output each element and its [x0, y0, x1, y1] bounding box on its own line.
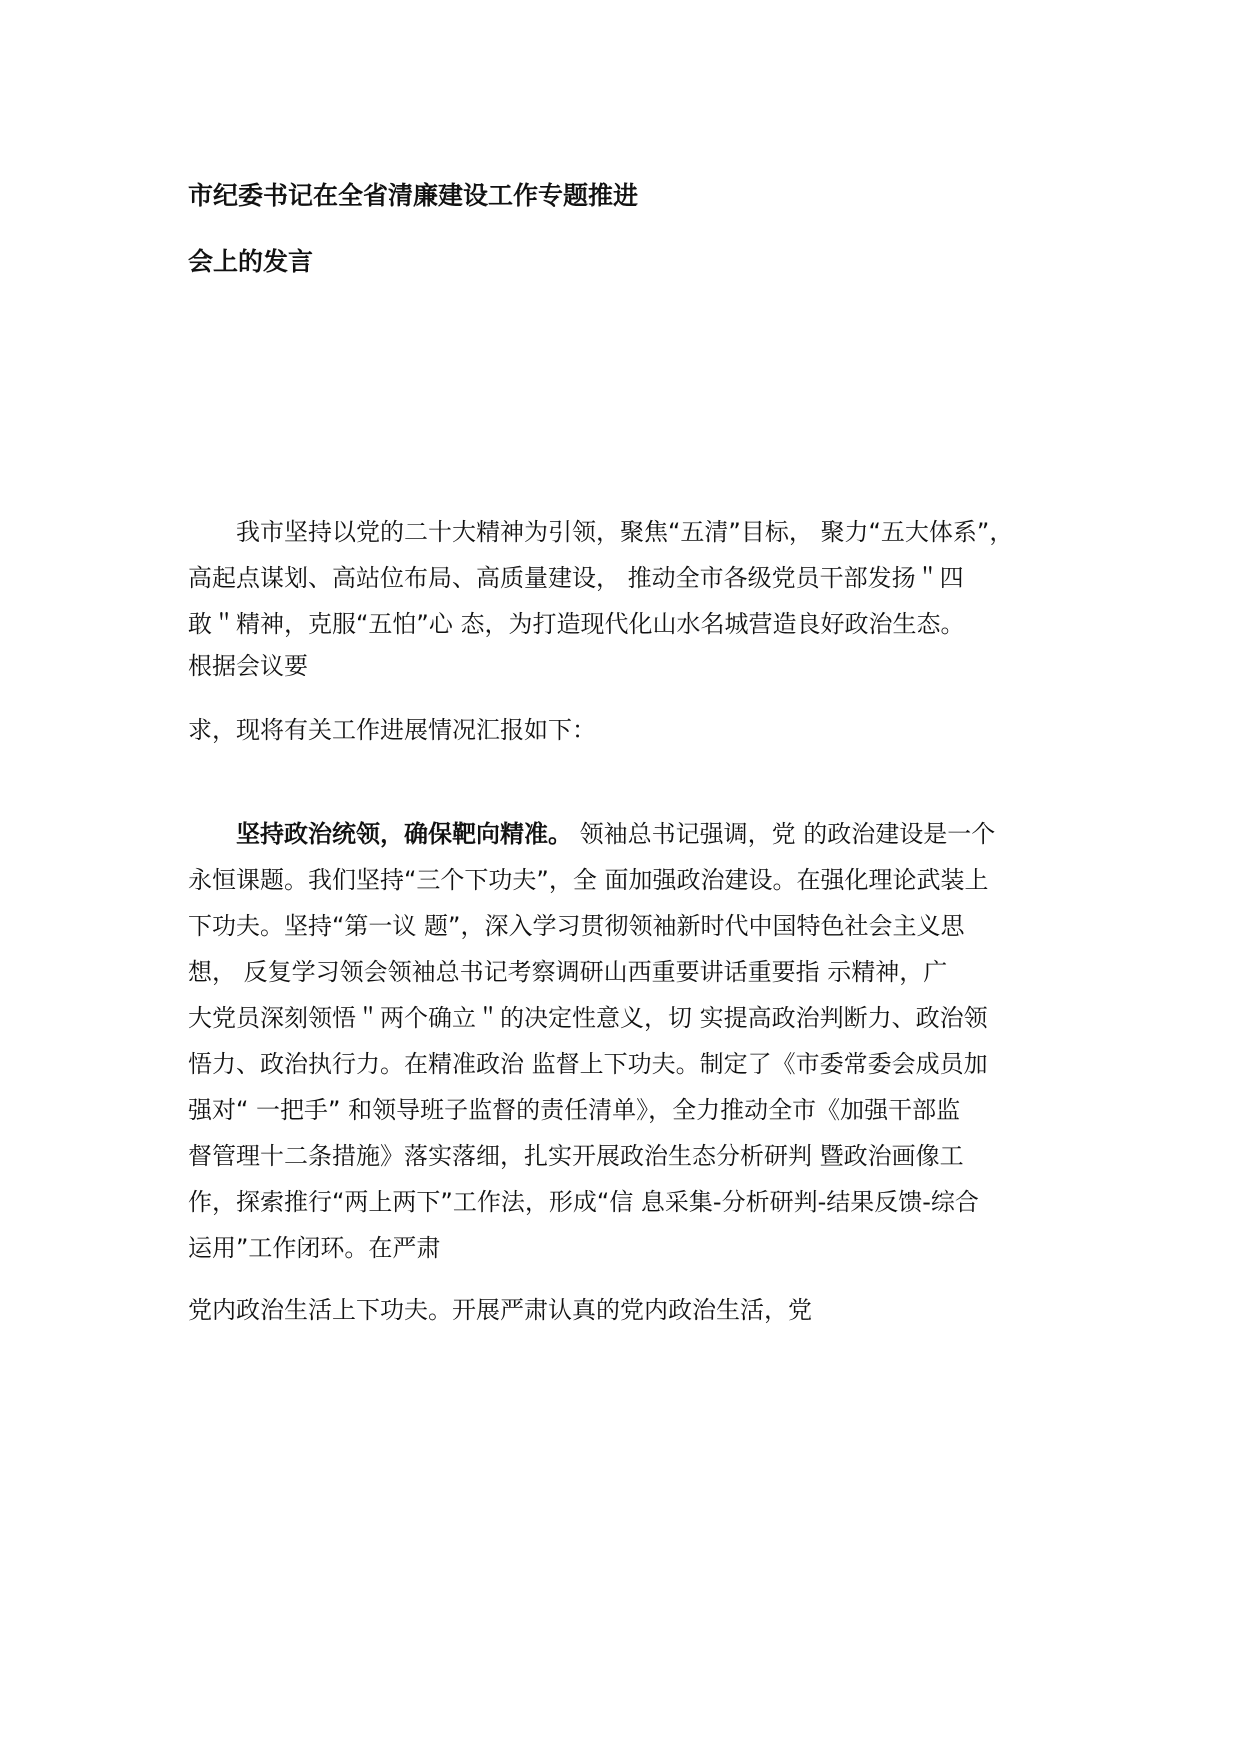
paragraph2-line-9: 作，探索推行“两上两下”工作法，形成“信 息采集-分析研判-结果反馈-综合 — [188, 1188, 979, 1216]
paragraph1-line-5: 求，现将有关工作进展情况汇报如下： — [188, 716, 596, 744]
paragraph2-line-11: 党内政治生活上下功夫。开展严肃认真的党内政治生活，党 — [188, 1296, 812, 1324]
paragraph2-line-3: 下功夫。坚持“第一议 题”，深入学习贯彻领袖新时代中国特色社会主义思 — [188, 912, 965, 940]
paragraph2-line-10: 运用”工作闭环。在严肃 — [188, 1234, 441, 1262]
paragraph2-line-2: 永恒课题。我们坚持“三个下功夫”，全 面加强政治建设。在强化理论武装上 — [188, 866, 989, 894]
paragraph2-line-8: 督管理十二条措施》落实落细，扎实开展政治生态分析研判 暨政治画像工 — [188, 1142, 964, 1170]
paragraph2-line-6: 悟力、政治执行力。在精准政治 监督上下功夫。制定了《市委常委会成员加 — [188, 1050, 988, 1078]
paragraph2-line-1-rest: 领袖总书记强调，党 的政治建设是一个 — [572, 820, 996, 848]
paragraph1-line-1: 我市坚持以党的二十大精神为引领，聚焦“五清”目标， 聚力“五大体系”， — [188, 518, 1014, 546]
paragraph1-line-3: 敢＂精神，克服“五怕”心 态，为打造现代化山水名城营造良好政治生态。 — [188, 610, 965, 638]
paragraph1-line-4: 根据会议要 — [188, 652, 308, 680]
paragraph2-line-4: 想， 反复学习领会领袖总书记考察调研山西重要讲话重要指 示精神，广 — [188, 958, 948, 986]
paragraph2-line-5: 大党员深刻领悟＂两个确立＂的决定性意义，切 实提高政治判断力、政治领 — [188, 1004, 988, 1032]
paragraph2-indent — [188, 820, 236, 848]
paragraph1-line-2: 高起点谋划、高站位布局、高质量建设， 推动全市各级党员干部发扬＂四 — [188, 564, 964, 592]
paragraph2-line-7: 强对“ 一把手” 和领导班子监督的责任清单》，全力推动全市《加强干部监 — [188, 1096, 961, 1124]
paragraph2-lead-heading: 坚持政治统领，确保靶向精准。 — [236, 820, 572, 848]
paragraph2-line-1 — [188, 816, 995, 852]
document-title-line-2: 会上的发言 — [188, 247, 314, 276]
document-title-line-1: 市纪委书记在全省清廉建设工作专题推进 — [188, 181, 639, 210]
